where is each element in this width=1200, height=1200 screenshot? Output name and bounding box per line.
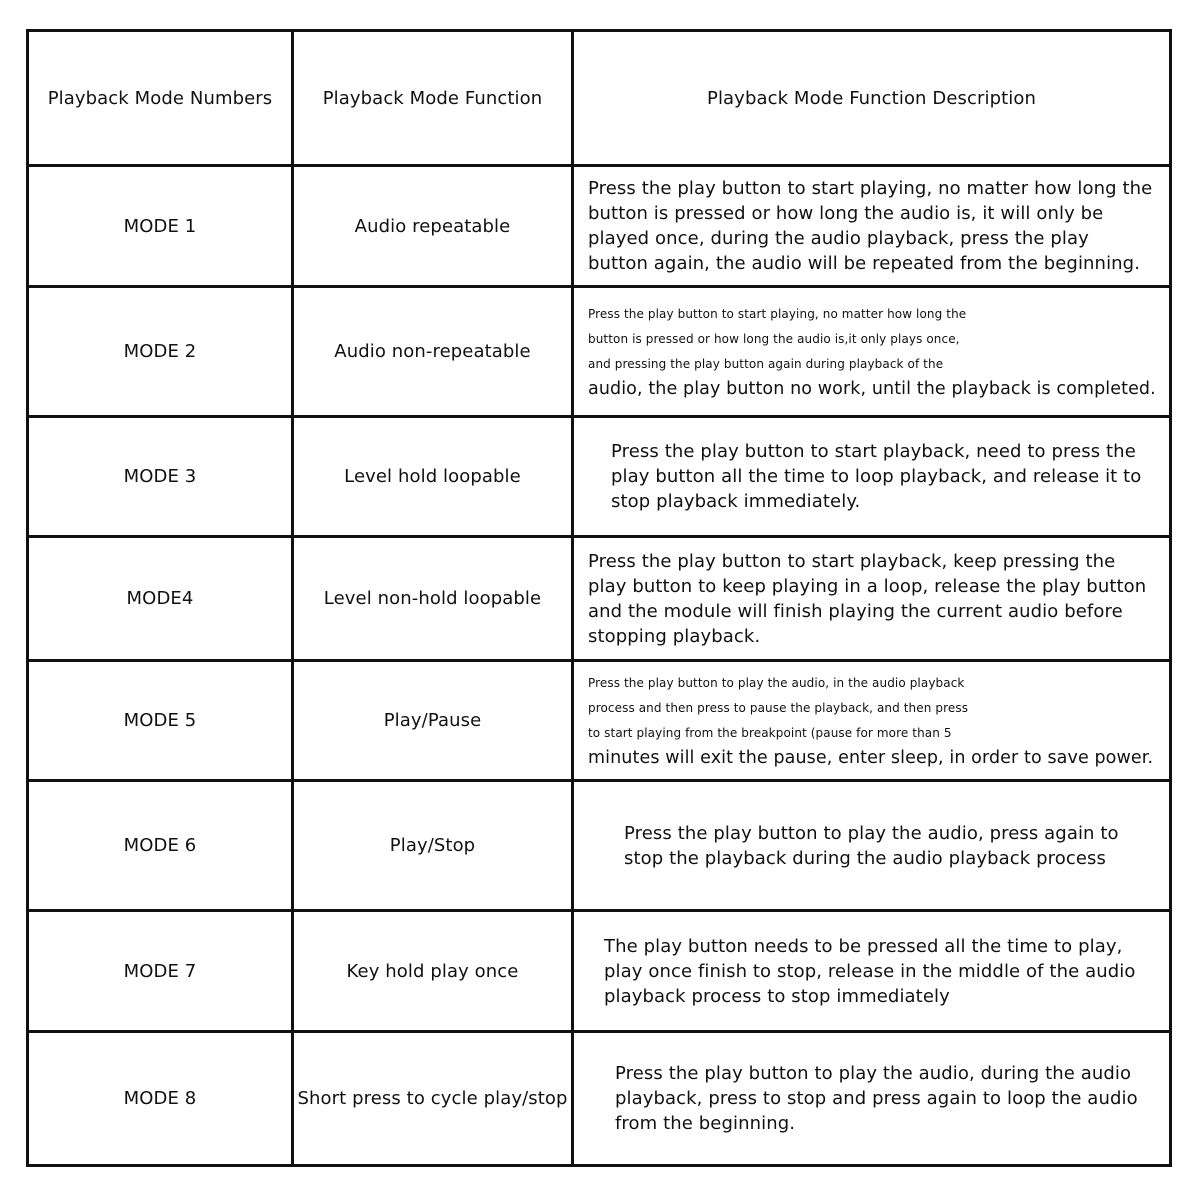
description-line: playback process to stop immediately	[604, 985, 950, 1007]
mode-function-cell: Play/Pause	[293, 661, 573, 781]
description-line: Press the play button to start playing, no matter how long the	[588, 178, 1153, 199]
mode-function-cell: Level hold loopable	[293, 417, 573, 537]
description-line: and pressing the play button again during playback of the	[588, 356, 944, 371]
description-line: and the module will finish playing the current audio before	[588, 600, 1123, 622]
description-line: process and then press to pause the playback, and then press	[588, 700, 969, 715]
mode-function-cell: Key hold play once	[293, 911, 573, 1032]
table-row	[28, 1032, 1171, 1166]
mode-description-cell	[573, 661, 1171, 781]
mode-number-cell: MODE4	[28, 537, 293, 661]
mode-number-cell: MODE 1	[28, 166, 293, 287]
description-line: play button all the time to loop playback, and release it to	[611, 466, 1142, 487]
mode-function-cell: Level non-hold loopable	[293, 537, 573, 661]
mode-function-cell: Audio non-repeatable	[293, 287, 573, 417]
description-line: minutes will exit the pause, enter sleep, in order to save power.	[588, 747, 1154, 768]
mode-number-cell: MODE 7	[28, 911, 293, 1032]
description-line: Press the play button to play the audio, press again to	[624, 822, 1119, 844]
description-line: play once finish to stop, release in the middle of the audio	[604, 960, 1136, 982]
description-line: Press the play button to start playing, no matter how long the	[588, 306, 967, 321]
mode-number-cell: MODE 6	[28, 781, 293, 911]
header-mode-description: Playback Mode Function Description	[573, 31, 1171, 166]
table-row	[28, 417, 1171, 537]
mode-description-cell	[573, 781, 1171, 911]
description-line: button is pressed or how long the audio is, it will only be	[588, 203, 1104, 224]
header-mode-numbers: Playback Mode Numbers	[28, 31, 293, 166]
mode-description-cell	[573, 166, 1171, 287]
mode-number-cell: MODE 8	[28, 1032, 293, 1166]
description-line: Press the play button to play the audio, during the audio	[615, 1063, 1132, 1084]
table-body	[28, 166, 1171, 1166]
description-line: Press the play button to start playback, need to press the	[611, 441, 1136, 462]
description-line: playback, press to stop and press again to loop the audio	[615, 1088, 1138, 1109]
mode-function-cell: Audio repeatable	[293, 166, 573, 287]
description-line: played once, during the audio playback, press the play	[588, 228, 1089, 249]
table-row	[28, 166, 1171, 287]
description-line: play button to keep playing in a loop, release the play button	[588, 575, 1147, 597]
mode-number-cell: MODE 3	[28, 417, 293, 537]
mode-description-cell	[573, 287, 1171, 417]
description-line: to start playing from the breakpoint (pause for more than 5	[588, 725, 952, 740]
table-header-row	[28, 31, 1171, 166]
description-line: button again, the audio will be repeated from the beginning.	[588, 253, 1141, 274]
table-row	[28, 287, 1171, 417]
mode-description-cell	[573, 417, 1171, 537]
table-row	[28, 661, 1171, 781]
table-row	[28, 911, 1171, 1032]
description-line: button is pressed or how long the audio is,it only plays once,	[588, 331, 960, 346]
description-line: Press the play button to play the audio, in the audio playback	[588, 675, 965, 690]
description-line: audio, the play button no work, until the playback is completed.	[588, 378, 1156, 399]
description-line: The play button needs to be pressed all the time to play,	[604, 935, 1123, 957]
description-line: stop playback immediately.	[611, 491, 861, 512]
header-mode-function: Playback Mode Function	[293, 31, 573, 166]
mode-number-cell: MODE 5	[28, 661, 293, 781]
description-line: Press the play button to start playback, keep pressing the	[588, 550, 1116, 572]
mode-function-cell: Play/Stop	[293, 781, 573, 911]
mode-description-cell	[573, 537, 1171, 661]
description-line: stop the playback during the audio playback process	[624, 847, 1106, 869]
mode-description-cell	[573, 911, 1171, 1032]
description-line: from the beginning.	[615, 1113, 796, 1134]
table-row	[28, 781, 1171, 911]
description-line: stopping playback.	[588, 625, 761, 647]
mode-number-cell: MODE 2	[28, 287, 293, 417]
playback-mode-table	[26, 29, 1172, 1167]
table-row	[28, 537, 1171, 661]
mode-function-cell: Short press to cycle play/stop	[293, 1032, 573, 1166]
mode-description-cell	[573, 1032, 1171, 1166]
